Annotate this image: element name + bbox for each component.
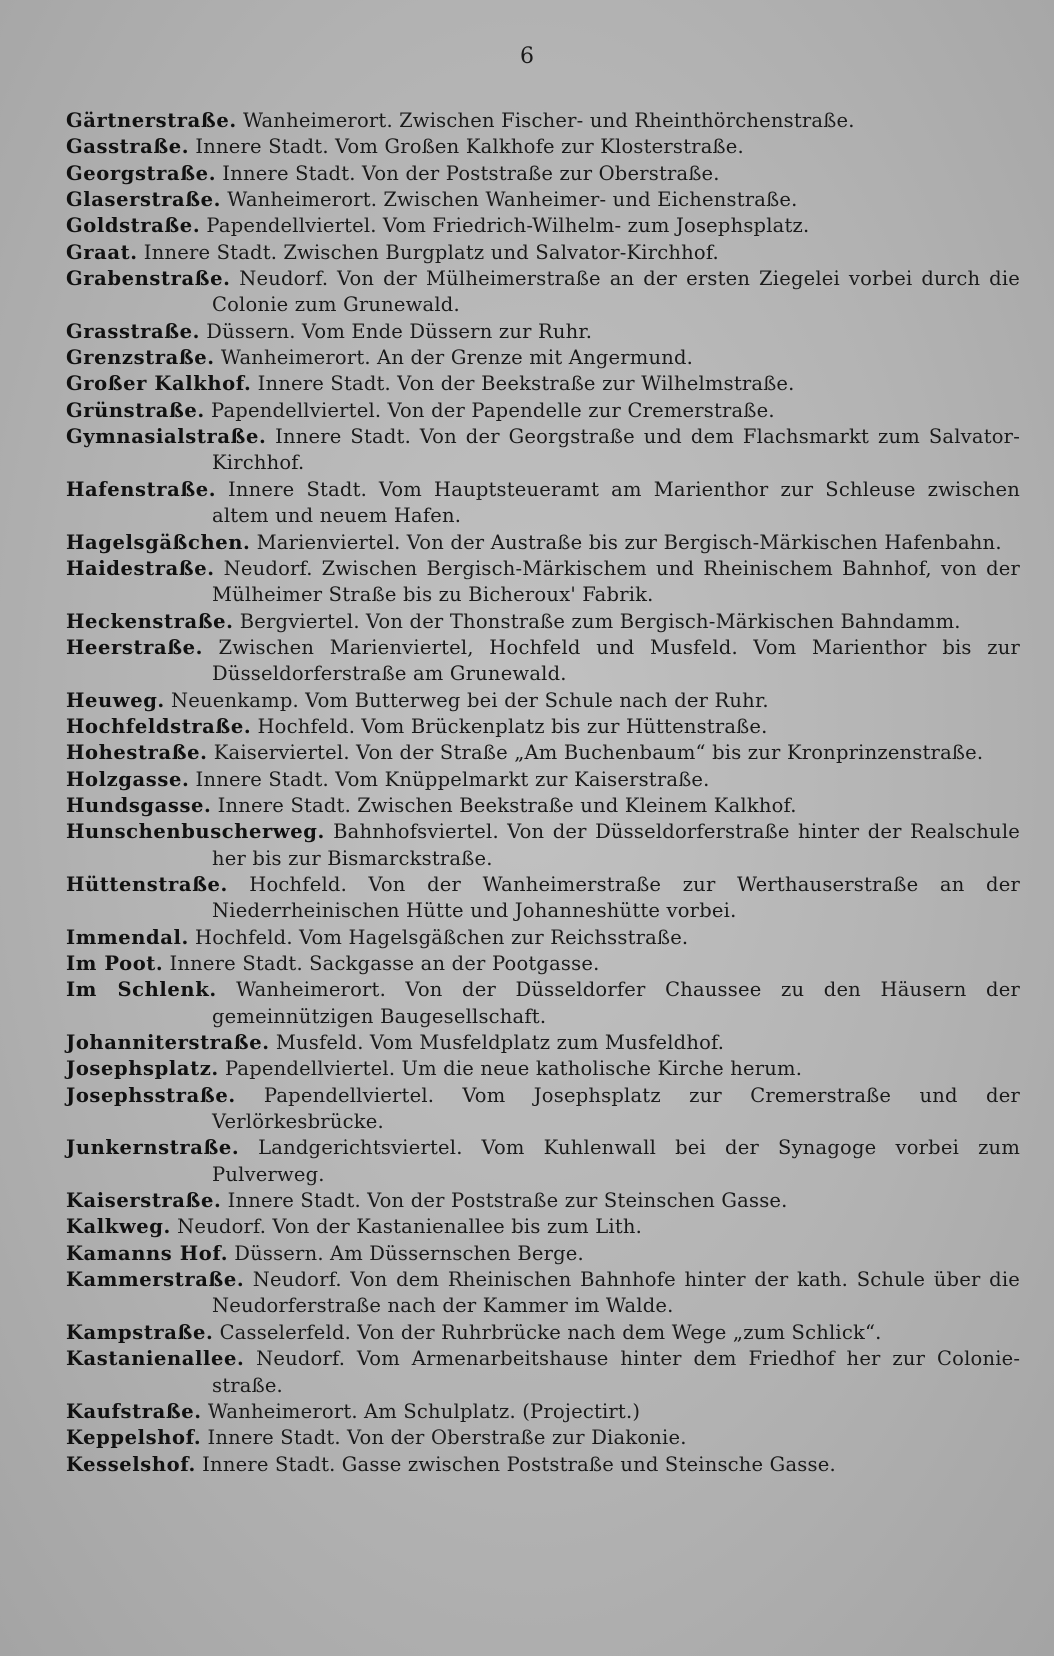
location-description: Vom Hagelsgäßchen zur Reichsstraße. xyxy=(298,925,689,949)
street-name: Graat. xyxy=(66,240,138,264)
district: Düssern. xyxy=(206,319,296,343)
street-directory-list xyxy=(66,108,1020,1478)
street-name: Haidestraße. xyxy=(66,556,215,580)
directory-entry xyxy=(66,609,1020,635)
street-name: Glaserstraße. xyxy=(66,188,222,212)
district: Innere Stadt. xyxy=(202,1452,336,1476)
street-name: Kamanns Hof. xyxy=(66,1241,229,1265)
directory-entry xyxy=(66,635,1020,688)
street-name: Grenzstraße. xyxy=(66,346,215,370)
street-name: Heerstraße. xyxy=(66,635,204,659)
directory-entry xyxy=(66,714,1020,740)
street-name: Goldstraße. xyxy=(66,214,201,238)
district: Innere Stadt. xyxy=(227,1189,361,1213)
directory-entry xyxy=(66,1135,1020,1188)
street-name: Großer Kalkhof. xyxy=(66,372,252,396)
directory-entry xyxy=(66,213,1020,239)
district: Hochfeld. xyxy=(249,872,347,896)
district: Neudorf. xyxy=(256,1347,346,1371)
location-description: Am Düssernschen Berge. xyxy=(329,1241,584,1265)
location-description: Von der Ruhrbrücke nach dem Wege „zum Schlick“. xyxy=(357,1320,882,1344)
street-name: Georgstraße. xyxy=(66,161,217,185)
street-name: Kastanienallee. xyxy=(66,1347,245,1371)
directory-entry xyxy=(66,424,1020,477)
street-name: Hohestraße. xyxy=(66,741,208,765)
location-description: Von der Georgstraße und dem Flachsmarkt zum Salvator-Kirchhof. xyxy=(212,425,1020,475)
street-name: Hochfeldstraße. xyxy=(66,714,252,738)
street-name: Kampstraße. xyxy=(66,1320,214,1344)
directory-entry xyxy=(66,1425,1020,1451)
location-description: Von der Poststraße zur Oberstraße. xyxy=(361,161,720,185)
street-name: Hagelsgäßchen. xyxy=(66,530,251,554)
location-description: Vom Friedrich-Wilhelm- zum Josephsplatz. xyxy=(382,214,810,238)
district: Bahnhofsviertel. xyxy=(333,820,499,844)
directory-entry xyxy=(66,1188,1020,1214)
directory-entry xyxy=(66,371,1020,397)
district: Papendellviertel. xyxy=(263,1083,435,1107)
district: Casselerfeld. xyxy=(219,1320,352,1344)
directory-entry xyxy=(66,187,1020,213)
location-description: Vom Ende Düssern zur Ruhr. xyxy=(301,319,593,343)
location-description: Vom Brückenplatz bis zur Hüttenstraße. xyxy=(361,714,768,738)
district: Innere Stadt. xyxy=(217,793,351,817)
directory-entry xyxy=(66,1346,1020,1399)
district: Wanheimerort. xyxy=(236,978,386,1002)
directory-entry xyxy=(66,1056,1020,1082)
street-name: Grasstraße. xyxy=(66,319,201,343)
location-description: Vom Knüppelmarkt zur Kaiserstraße. xyxy=(335,767,710,791)
street-name: Heckenstraße. xyxy=(66,609,234,633)
district: Innere Stadt. xyxy=(195,135,329,159)
location-description: Gasse zwischen Poststraße und Steinsche Gasse. xyxy=(341,1452,836,1476)
location-description: Zwischen Fischer- und Rheinthörchenstraße. xyxy=(399,109,855,132)
location-description: Von dem Rheinischen Bahnhofe hinter der kath. Schule über die Neudorferstraße nach der Kammer im Walde. xyxy=(212,1268,1020,1318)
location-description: Sackgasse an der Pootgasse. xyxy=(309,952,600,975)
location-description: An der Grenze mit Angermund. xyxy=(377,346,694,370)
directory-entry xyxy=(66,266,1020,319)
directory-entry xyxy=(66,977,1020,1030)
district: Musfeld. xyxy=(275,1031,364,1055)
location-description: Zwischen Burgplatz und Salvator-Kirchhof. xyxy=(283,240,719,264)
directory-entry xyxy=(66,1452,1020,1478)
district: Innere Stadt. xyxy=(143,240,278,264)
street-name: Kaufstraße. xyxy=(66,1399,202,1423)
location-description: Vom Kuhlenwall bei der Synagoge vorbei zum Pulverweg. xyxy=(212,1136,1021,1186)
location-description: Von der Straße „Am Buchenbaum“ bis zur Kronprinzenstraße. xyxy=(355,741,984,765)
street-name: Immendal. xyxy=(66,925,189,949)
district: Hochfeld. xyxy=(195,925,293,949)
location-description: Von der Austraße bis zur Bergisch-Märkischen Hafenbahn. xyxy=(406,530,1002,554)
district: Papendellviertel. xyxy=(211,398,382,422)
location-description: Vom Hauptsteueramt am Marienthor zur Schleuse zwischen altem und neuem Hafen. xyxy=(212,477,1021,528)
district: Zwischen Marienviertel, Hochfeld und Musfeld. xyxy=(218,635,738,659)
district: Innere Stadt. xyxy=(195,767,329,791)
location-description: Vom Großen Kalkhofe zur Klosterstraße. xyxy=(334,135,744,159)
district: Neuenkamp. xyxy=(171,688,299,712)
district: Innere Stadt. xyxy=(207,1426,341,1450)
district: Neudorf. xyxy=(177,1215,267,1239)
location-description: Von der Wanheimerstraße zur Werthauserstraße an der Niederrheinischen Hütte und Johanneshütte vorbei. xyxy=(212,872,1020,923)
location-description: Von der Beekstraße zur Wilhelmstraße. xyxy=(397,372,795,396)
street-name: Hunschenbuscherweg. xyxy=(66,820,325,844)
street-name: Grabenstraße. xyxy=(66,267,231,291)
directory-entry xyxy=(66,740,1020,766)
directory-entry xyxy=(66,345,1020,371)
location-description: Von der Poststraße zur Steinschen Gasse. xyxy=(367,1189,788,1213)
street-name: Grünstraße. xyxy=(66,398,205,422)
district: Bergviertel. xyxy=(239,609,360,633)
directory-entry xyxy=(66,319,1020,345)
district: Innere Stadt. xyxy=(257,372,391,396)
district: Innere Stadt. xyxy=(275,425,411,449)
directory-entry xyxy=(66,819,1020,872)
directory-entry xyxy=(66,108,1020,134)
district: Papendellviertel. xyxy=(206,214,377,238)
location-description: Zwischen Bergisch-Märkischem und Rheinischem Bahnhof, von der Mülheimer Straße bis zu Bicheroux' Fabrik. xyxy=(212,556,1021,607)
street-name: Hafenstraße. xyxy=(66,477,217,501)
location-description: Vom Musfeldplatz zum Musfeldhof. xyxy=(369,1031,725,1055)
directory-entry xyxy=(66,767,1020,793)
street-name: Gymnasialstraße. xyxy=(66,425,267,449)
district: Düssern. xyxy=(234,1241,324,1265)
street-name: Hüttenstraße. xyxy=(66,872,228,896)
street-name: Josephsplatz. xyxy=(66,1057,219,1081)
directory-entry xyxy=(66,1320,1020,1346)
street-name: Im Schlenk. xyxy=(66,978,217,1002)
district: Wanheimerort. xyxy=(207,1399,358,1423)
directory-entry xyxy=(66,1214,1020,1240)
location-description: Um die neue katholische Kirche herum. xyxy=(401,1057,803,1081)
directory-entry xyxy=(66,530,1020,556)
location-description: Von der Papendelle zur Cremerstraße. xyxy=(387,398,775,422)
street-name: Keppelshof. xyxy=(66,1426,202,1450)
directory-entry xyxy=(66,925,1020,951)
district: Neudorf. xyxy=(252,1268,342,1292)
location-description: Von der Düsseldorferstraße hinter der Realschule her bis zur Bismarckstraße. xyxy=(212,820,1020,870)
district: Wanheimerort. xyxy=(227,188,378,212)
street-name: Johanniterstraße. xyxy=(66,1031,270,1055)
directory-entry xyxy=(66,1267,1020,1320)
location-description: Von der Thonstraße zum Bergisch-Märkischen Bahndamm. xyxy=(365,609,961,633)
district: Hochfeld. xyxy=(257,714,356,738)
street-name: Junkernstraße. xyxy=(66,1136,240,1160)
directory-entry xyxy=(66,134,1020,160)
directory-entry xyxy=(66,872,1020,925)
district: Wanheimerort. xyxy=(220,346,371,370)
directory-entry xyxy=(66,556,1020,609)
directory-entry xyxy=(66,1241,1020,1267)
district: Wanheimerort. xyxy=(242,109,393,132)
location-description: Von der Düsseldorfer Chaussee zu den Häusern der gemeinnützigen Baugesellschaft. xyxy=(212,978,1020,1028)
location-description: Vom Marienthor bis zur Düsseldorferstraße am Grunewald. xyxy=(212,635,1021,686)
location-description: Von der Oberstraße zur Diakonie. xyxy=(347,1426,687,1450)
directory-entry xyxy=(66,951,1020,977)
directory-entry xyxy=(66,477,1020,530)
location-description: Von der Kastanienallee bis zum Lith. xyxy=(272,1215,643,1239)
directory-entry xyxy=(66,240,1020,266)
street-name: Holzgasse. xyxy=(66,767,190,791)
directory-entry xyxy=(66,793,1020,819)
location-description: Vom Armenarbeitshause hinter dem Friedhof her zur Coloniestraße. xyxy=(212,1347,1021,1397)
street-name: Hundsgasse. xyxy=(66,793,212,817)
page-number: 6 xyxy=(520,44,534,69)
location-description: Am Schulplatz. (Projectirt.) xyxy=(363,1399,641,1423)
directory-entry xyxy=(66,161,1020,187)
location-description: Von der Mülheimerstraße an der ersten Ziegelei vorbei durch die Colonie zum Grunewald. xyxy=(212,267,1021,317)
district: Kaiserviertel. xyxy=(213,741,350,765)
street-name: Kammerstraße. xyxy=(66,1268,245,1292)
location-description: Zwischen Wanheimer- und Eichenstraße. xyxy=(383,188,798,212)
directory-entry xyxy=(66,688,1020,714)
district: Neudorf. xyxy=(239,267,329,291)
street-name: Gärtnerstraße. xyxy=(66,109,237,132)
district: Innere Stadt. xyxy=(169,952,303,975)
district: Innere Stadt. xyxy=(228,477,368,501)
location-description: Vom Butterweg bei der Schule nach der Ruhr. xyxy=(305,688,769,712)
district: Marienviertel. xyxy=(256,530,401,554)
district: Innere Stadt. xyxy=(222,161,356,185)
street-name: Gasstraße. xyxy=(66,135,190,159)
street-name: Kalkweg. xyxy=(66,1215,171,1239)
location-description: Vom Josephsplatz zur Cremerstraße und der Verlörkesbrücke. xyxy=(212,1083,1020,1134)
district: Landgerichtsviertel. xyxy=(258,1136,463,1160)
street-name: Im Poot. xyxy=(66,952,164,975)
street-name: Heuweg. xyxy=(66,688,165,712)
district: Neudorf. xyxy=(223,556,313,580)
street-name: Josephsstraße. xyxy=(66,1083,236,1107)
directory-entry xyxy=(66,1399,1020,1425)
directory-entry xyxy=(66,1030,1020,1056)
district: Papendellviertel. xyxy=(224,1057,396,1081)
location-description: Zwischen Beekstraße und Kleinem Kalkhof. xyxy=(357,793,797,817)
street-name: Kesselshof. xyxy=(66,1452,196,1476)
directory-entry xyxy=(66,1083,1020,1136)
street-name: Kaiserstraße. xyxy=(66,1189,222,1213)
directory-entry xyxy=(66,398,1020,424)
